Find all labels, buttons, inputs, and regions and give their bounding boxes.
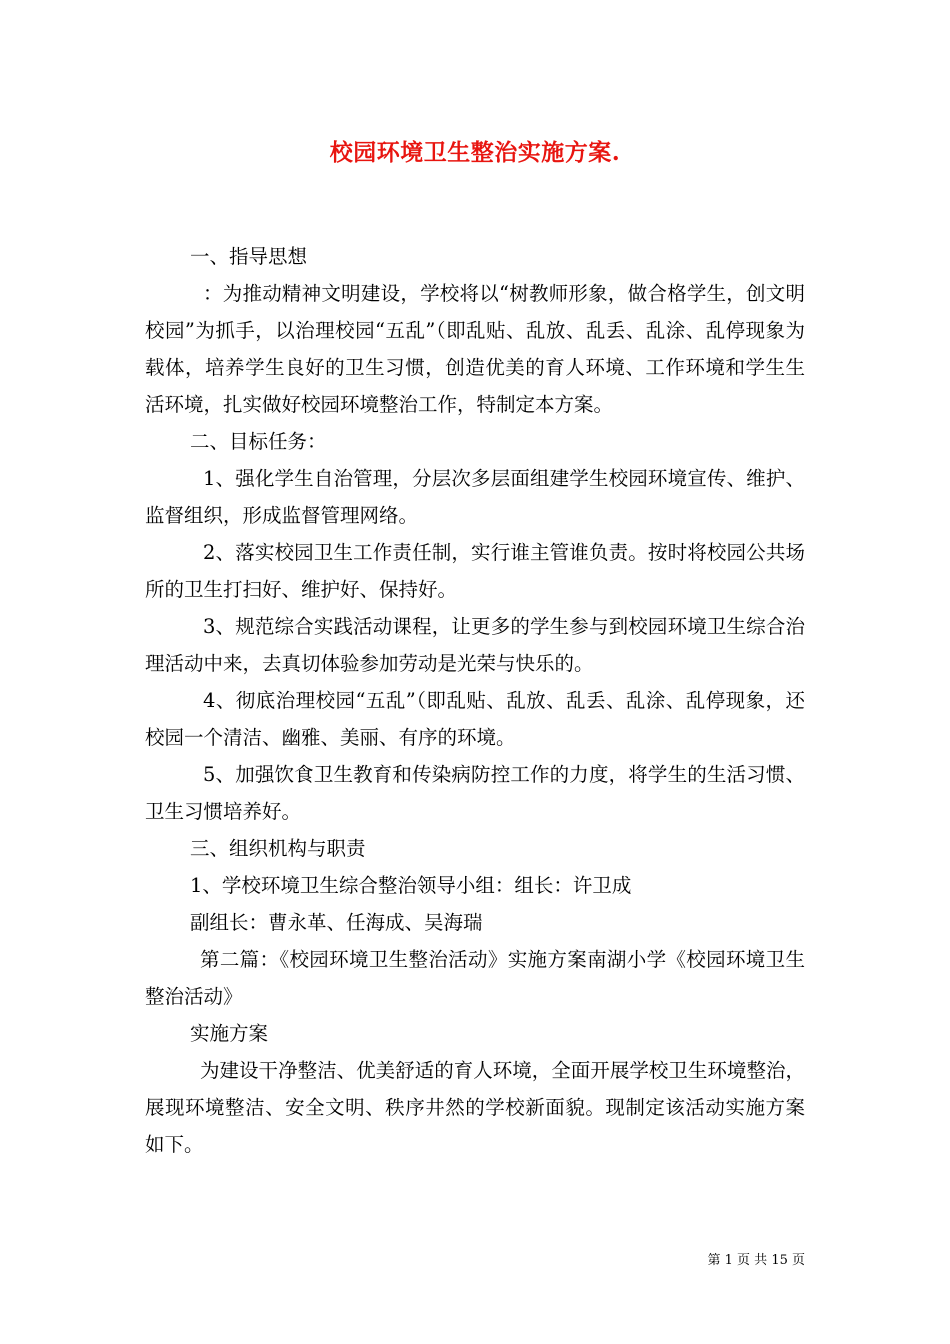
heading-goals: 二、目标任务： — [190, 430, 327, 453]
document-title: 校园环境卫生整治实施方案. — [329, 139, 621, 166]
leadership-group-line: 1、学校环境卫生综合整治领导小组：组长：许卫成 — [190, 874, 632, 897]
paragraph-guiding-thought: ：为推动精神文明建设，学校将以“树教师形象，做合格学生，创文明校园”为抓手，以治理校园“五乱”（即乱贴、乱放、乱丢、乱涂、乱停现象为载体，培养学生良好的卫生习惯，创造优美的育人环境、工作环境和学生生活环境，扎实做好校园环境整治工作，特制定本方案。 — [145, 282, 805, 416]
implementation-plan-heading: 实施方案 — [190, 1022, 269, 1045]
goal-item-1: 1、强化学生自治管理，分层次多层面组建学生校园环境宣传、维护、监督组织，形成监督管理网络。 — [145, 467, 805, 527]
implementation-intro-paragraph: 为建设干净整洁、优美舒适的育人环境，全面开展学校卫生环境整治，展现环境整洁、安全文明、秩序井然的学校新面貌。现制定该活动实施方案如下。 — [145, 1059, 805, 1156]
goal-item-3: 3、规范综合实践活动课程，让更多的学生参与到校园环境卫生综合治理活动中来，去真切体验参加劳动是光荣与快乐的。 — [145, 615, 805, 675]
page-number-footer: 第 1 页 共 15 页 — [707, 1253, 805, 1268]
document-body — [145, 238, 805, 1163]
goal-item-2: 2、落实校园卫生工作责任制，实行谁主管谁负责。按时将校园公共场所的卫生打扫好、维护好、保持好。 — [145, 541, 805, 601]
heading-organization: 三、组织机构与职责 — [190, 837, 366, 860]
goal-item-4: 4、彻底治理校园“五乱”（即乱贴、乱放、乱丢、乱涂、乱停现象，还校园一个清洁、幽雅、美丽、有序的环境。 — [145, 689, 805, 749]
deputy-leaders-line: 副组长：曹永革、任海成、吴海瑞 — [190, 911, 483, 934]
goal-item-5: 5、加强饮食卫生教育和传染病防控工作的力度，将学生的生活习惯、卫生习惯培养好。 — [145, 763, 805, 823]
heading-guiding-thought: 一、指导思想 — [190, 245, 308, 268]
second-article-title: 第二篇：《校园环境卫生整治活动》实施方案南湖小学《校园环境卫生整治活动》 — [145, 948, 805, 1008]
